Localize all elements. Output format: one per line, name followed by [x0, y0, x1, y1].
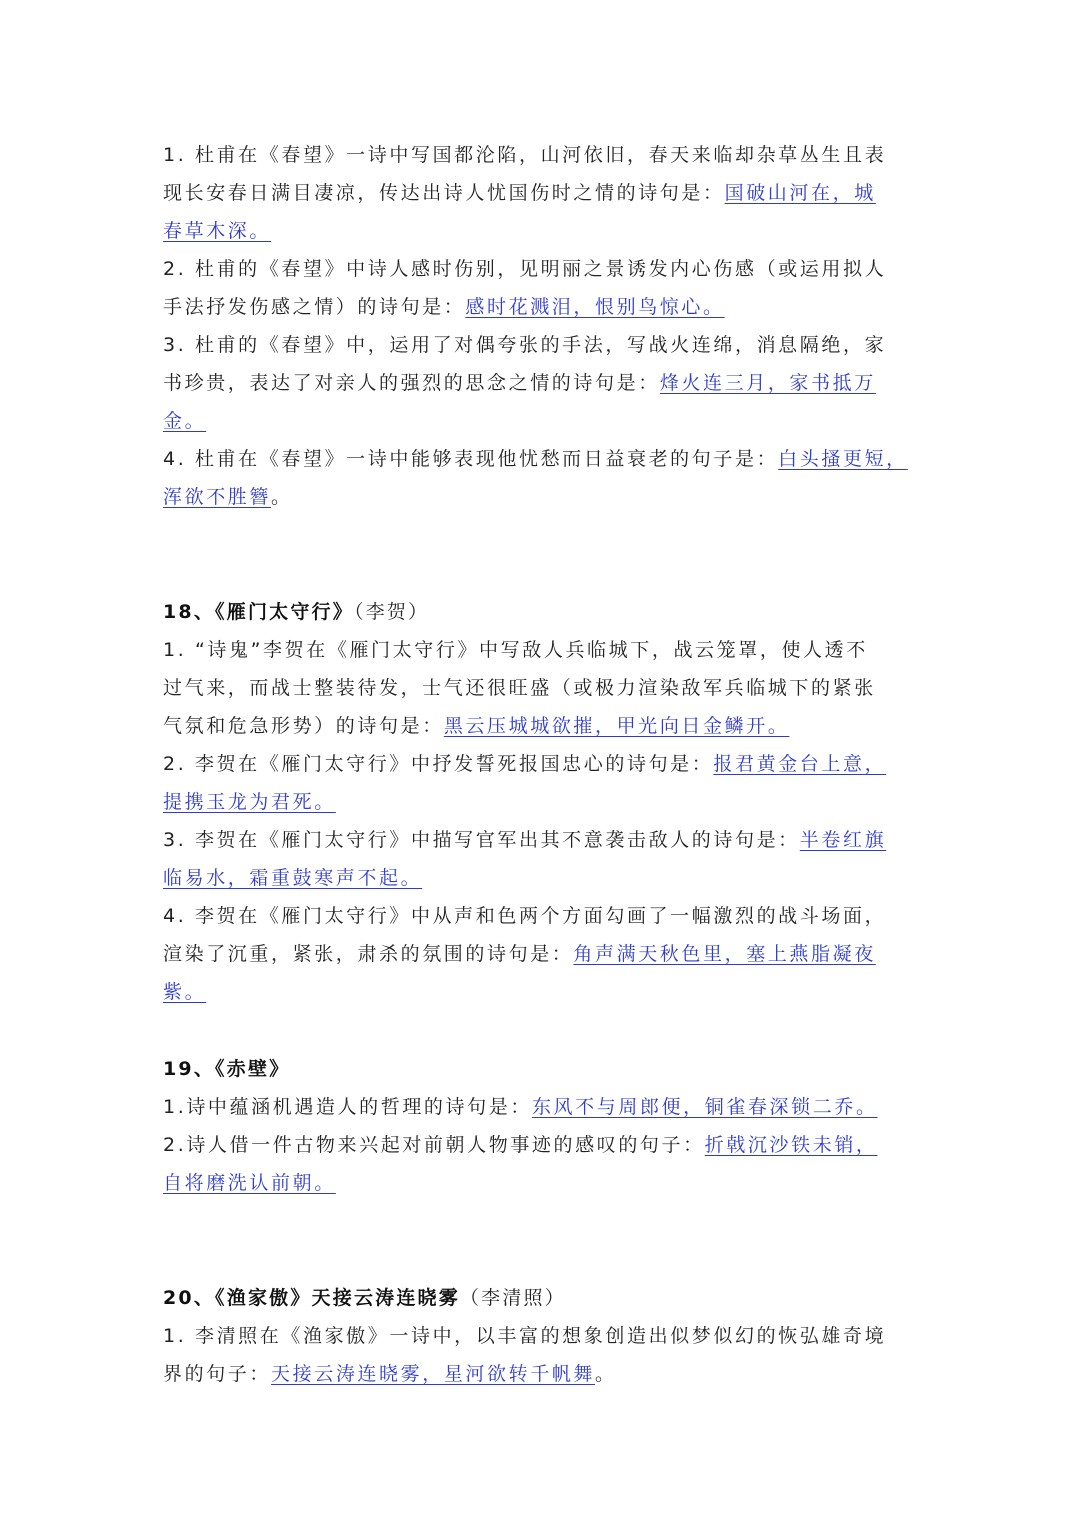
answer-text: 春草木深。 — [163, 220, 272, 242]
line-text: 现长安春日满目凄凉，传达出诗人忧国伤时之情的诗句是： — [163, 182, 725, 204]
line-text: 4. 李贺在《雁门太守行》中从声和色两个方面勾画了一幅激烈的战斗场面， — [163, 905, 887, 927]
text-line — [163, 478, 923, 516]
text-line — [163, 250, 923, 288]
text-line — [163, 669, 923, 707]
text-line — [163, 859, 923, 897]
line-text: 过气来，而战士整装待发，士气还很旺盛（或极力渲染敌军兵临城下的紧张 — [163, 677, 876, 699]
section-number: 20、 — [163, 1287, 216, 1309]
line-tail: 。 — [271, 486, 293, 508]
text-line — [163, 212, 923, 250]
text-line — [163, 935, 923, 973]
line-text: 气氛和危急形势）的诗句是： — [163, 715, 444, 737]
answer-text: 烽火连三月，家书抵万 — [659, 372, 876, 394]
section-19 — [163, 1050, 923, 1202]
text-line — [163, 326, 923, 364]
text-line — [163, 402, 923, 440]
section-17 — [163, 136, 923, 516]
text-line — [163, 745, 923, 783]
line-text: 3. 杜甫的《春望》中，运用了对偶夸张的手法，写战火连绵，消息隔绝，家 — [163, 334, 887, 356]
text-line — [163, 973, 923, 1011]
text-line — [163, 1126, 923, 1164]
answer-text: 折戟沉沙铁未销， — [704, 1134, 878, 1156]
answer-text: 角声满天秋色里，塞上燕脂凝夜 — [573, 943, 876, 965]
line-text: 1. 李清照在《渔家傲》一诗中，以丰富的想象创造出似梦似幻的恢弘雄奇境 — [163, 1325, 887, 1347]
answer-text: 紫。 — [163, 981, 207, 1003]
text-line — [163, 1355, 923, 1393]
section-title: 《雁门太守行》 — [215, 601, 354, 623]
line-text: 2.诗人借一件古物来兴起对前朝人物事迹的感叹的句子： — [163, 1134, 705, 1156]
text-line — [163, 1088, 923, 1126]
text-line — [163, 783, 923, 821]
text-line — [163, 288, 923, 326]
line-text: 手法抒发伤感之情）的诗句是： — [163, 296, 466, 318]
text-line — [163, 707, 923, 745]
text-line — [163, 440, 923, 478]
line-text: 1. “诗鬼”李贺在《雁门太守行》中写敌人兵临城下，战云笼罩，使人透不 — [163, 639, 868, 661]
line-text: 4. 杜甫在《春望》一诗中能够表现他忧愁而日益衰老的句子是： — [163, 448, 779, 470]
answer-text: 浑欲不胜簪 — [163, 486, 272, 508]
section-number: 19、 — [163, 1058, 216, 1080]
text-line — [163, 1317, 923, 1355]
line-text: 书珍贵，表达了对亲人的强烈的思念之情的诗句是： — [163, 372, 660, 394]
text-line — [163, 364, 923, 402]
line-tail: 。 — [595, 1363, 617, 1385]
section-heading — [163, 1050, 923, 1088]
line-text: 界的句子： — [163, 1363, 272, 1385]
answer-text: 东风不与周郎便，铜雀春深锁二乔。 — [531, 1096, 878, 1118]
answer-text: 白头搔更短， — [778, 448, 908, 470]
line-text: 渲染了沉重，紧张，肃杀的氛围的诗句是： — [163, 943, 574, 965]
text-line — [163, 631, 923, 669]
section-20 — [163, 1279, 923, 1393]
section-title: 《赤壁》 — [215, 1058, 291, 1080]
answer-text: 黑云压城城欲摧，甲光向日金鳞开。 — [443, 715, 790, 737]
answer-text: 提携玉龙为君死。 — [163, 791, 336, 813]
section-number: 18、 — [163, 601, 216, 623]
answer-text: 感时花溅泪，恨别鸟惊心。 — [465, 296, 725, 318]
line-text: 2. 李贺在《雁门太守行》中抒发誓死报国忠心的诗句是： — [163, 753, 714, 775]
answer-text: 半卷红旗 — [799, 829, 887, 851]
line-text: 2. 杜甫的《春望》中诗人感时伤别，见明丽之景诱发内心伤感（或运用拟人 — [163, 258, 887, 280]
line-text: 3. 李贺在《雁门太守行》中描写官军出其不意袭击敌人的诗句是： — [163, 829, 800, 851]
answer-text: 天接云涛连晓雾，星河欲转千帆舞 — [271, 1363, 596, 1385]
answer-text: 报君黄金台上意， — [713, 753, 887, 775]
section-18 — [163, 593, 923, 1011]
section-heading — [163, 593, 923, 631]
section-author: （李贺） — [353, 601, 430, 623]
answer-text: 自将磨洗认前朝。 — [163, 1172, 336, 1194]
section-heading — [163, 1279, 923, 1317]
text-line — [163, 136, 923, 174]
line-text: 1. 杜甫在《春望》一诗中写国都沦陷，山河依旧，春天来临却杂草丛生且表 — [163, 144, 887, 166]
text-line — [163, 174, 923, 212]
answer-text: 国破山河在，城 — [724, 182, 876, 204]
text-line — [163, 897, 923, 935]
text-line — [163, 821, 923, 859]
answer-text: 临易水，霜重鼓寒声不起。 — [163, 867, 423, 889]
text-line — [163, 1164, 923, 1202]
section-title: 《渔家傲》天接云涛连晓雾 — [215, 1287, 460, 1309]
line-text: 1.诗中蕴涵机遇造人的哲理的诗句是： — [163, 1096, 532, 1118]
section-author: （李清照） — [459, 1287, 566, 1309]
answer-text: 金。 — [163, 410, 207, 432]
